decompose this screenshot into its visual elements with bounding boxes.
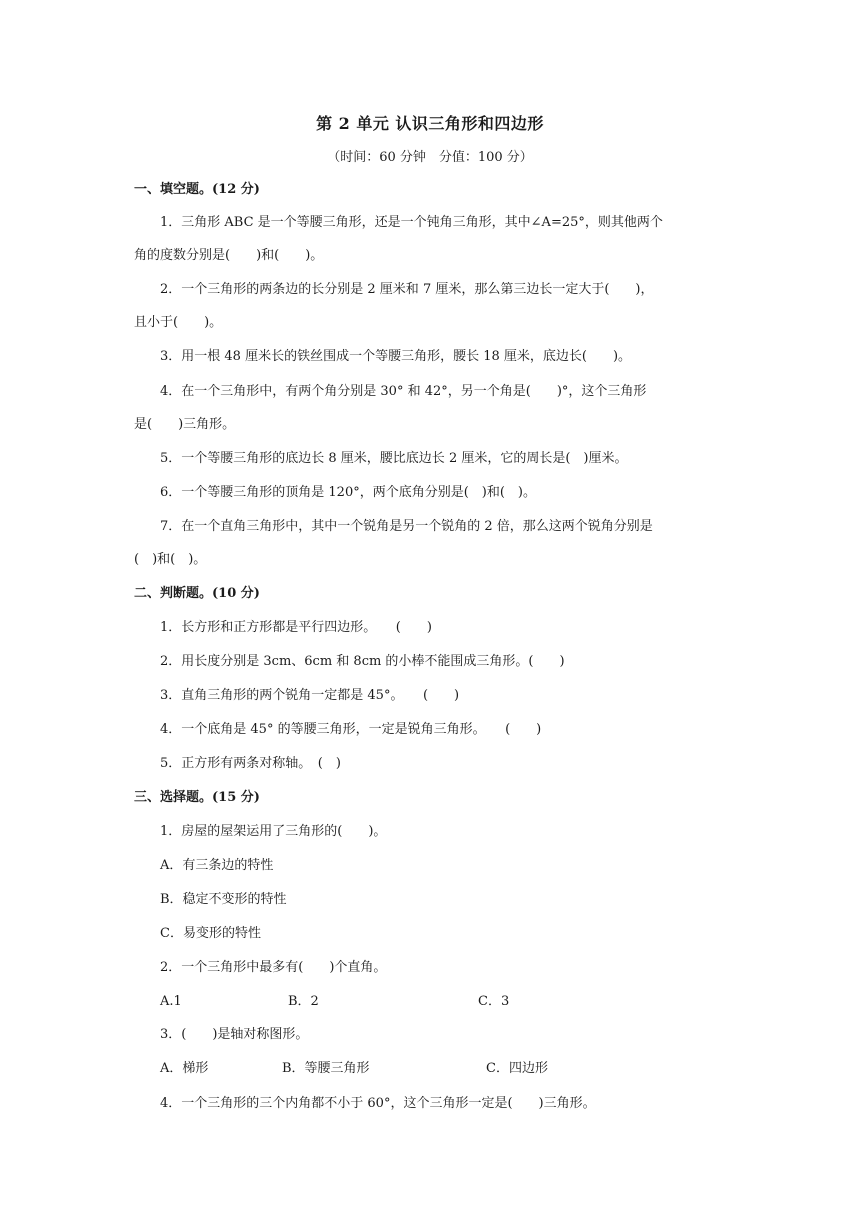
- fill-q1-line1: 1．三角形 ABC 是一个等腰三角形，还是一个钝角三角形，其中∠A=25°，则其他两个: [160, 215, 663, 230]
- fill-q4-line2: 是( )三角形。: [134, 417, 236, 432]
- choice-q2-option-a: A.1: [160, 994, 182, 1009]
- fill-q6: 6．一个等腰三角形的顶角是 120°，两个底角分别是( )和( )。: [160, 485, 537, 500]
- choice-q4: 4．一个三角形的三个内角都不小于 60°，这个三角形一定是( )三角形。: [160, 1096, 596, 1111]
- choice-q3: 3．( )是轴对称图形。: [160, 1027, 309, 1042]
- fill-q2-line1: 2．一个三角形的两条边的长分别是 2 厘米和 7 厘米，那么第三边长一定大于( )，: [160, 282, 654, 297]
- choice-q2: 2．一个三角形中最多有( )个直角。: [160, 960, 387, 975]
- choice-q2-options: [160, 992, 760, 1012]
- tf-q3: 3．直角三角形的两个锐角一定都是 45°。 ( ): [160, 688, 460, 703]
- choice-q1: 1．房屋的屋架运用了三角形的( )。: [160, 824, 387, 839]
- tf-q1: 1．长方形和正方形都是平行四边形。 ( ): [160, 620, 432, 635]
- choice-q3-option-c: C．四边形: [486, 1061, 548, 1076]
- choice-q2-option-b: B．2: [288, 994, 319, 1009]
- choice-q1-option-b: B．稳定不变形的特性: [160, 892, 287, 907]
- choice-q3-option-b: B．等腰三角形: [282, 1061, 370, 1076]
- choice-q3-options: [160, 1059, 760, 1079]
- page-title: 第 2 单元 认识三角形和四边形: [316, 114, 544, 133]
- choice-q3-option-a: A．梯形: [160, 1061, 209, 1076]
- fill-q3: 3．用一根 48 厘米长的铁丝围成一个等腰三角形，腰长 18 厘米，底边长( )。: [160, 349, 632, 364]
- choice-q2-option-c: C．3: [478, 994, 510, 1009]
- choice-q1-option-a: A．有三条边的特性: [160, 858, 274, 873]
- section-fill-blank-heading: 一、填空题。(12 分): [134, 182, 260, 197]
- tf-q4: 4．一个底角是 45° 的等腰三角形，一定是锐角三角形。 ( ): [160, 722, 542, 737]
- section-choice-heading: 三、选择题。(15 分): [134, 790, 260, 805]
- fill-q2-line2: 且小于( )。: [134, 315, 223, 330]
- fill-q5: 5．一个等腰三角形的底边长 8 厘米，腰比底边长 2 厘米，它的周长是( )厘米。: [160, 451, 628, 466]
- fill-q1-line2: 角的度数分别是( )和( )。: [134, 248, 324, 263]
- section-true-false-heading: 二、判断题。(10 分): [134, 586, 260, 601]
- fill-q4-line1: 4．在一个三角形中，有两个角分别是 30° 和 42°，另一个角是( )°，这个三角形: [160, 384, 647, 399]
- fill-q7-line1: 7．在一个直角三角形中，其中一个锐角是另一个锐角的 2 倍，那么这两个锐角分别是: [160, 519, 653, 534]
- fill-q7-line2: ( )和( )。: [134, 552, 207, 567]
- tf-q5: 5．正方形有两条对称轴。 ( ): [160, 756, 341, 771]
- page-subtitle: （时间：60 分钟 分值：100 分）: [327, 150, 533, 165]
- choice-q1-option-c: C．易变形的特性: [160, 926, 261, 941]
- tf-q2: 2．用长度分别是 3cm、6cm 和 8cm 的小棒不能围成三角形。( ): [160, 654, 565, 669]
